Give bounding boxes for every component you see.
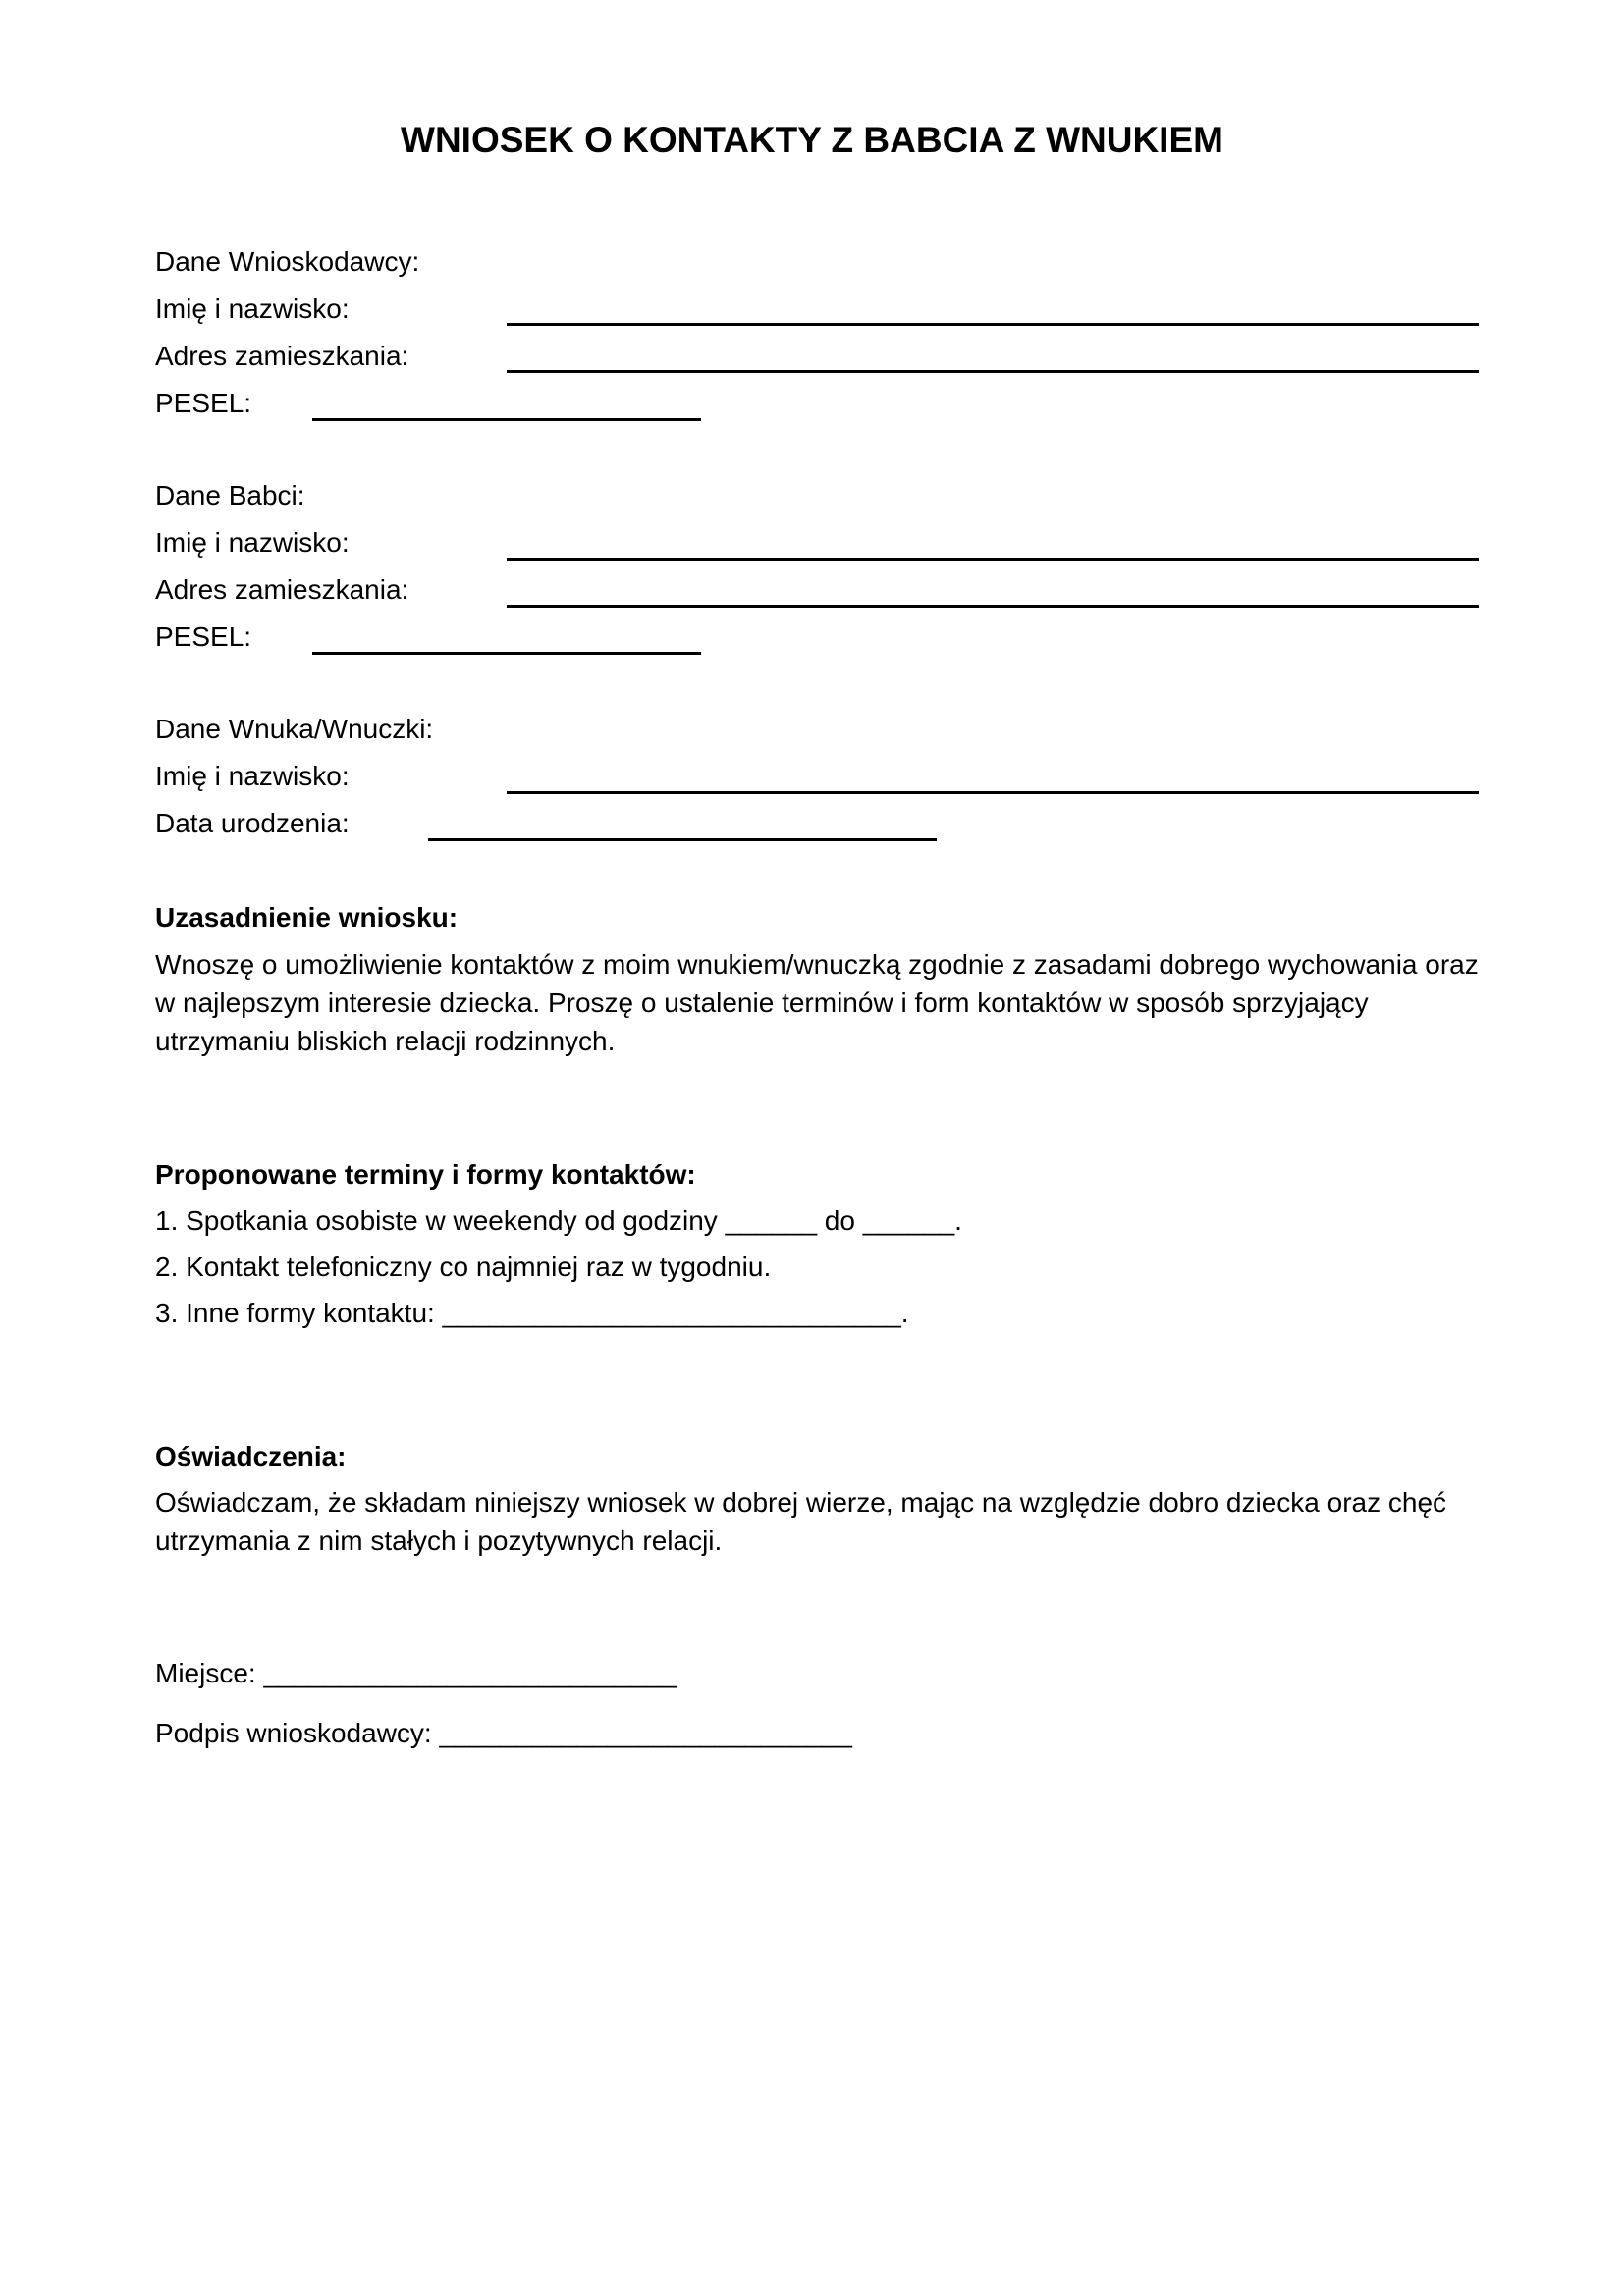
grandchild-name-label: Imię i nazwisko: bbox=[155, 761, 350, 791]
grandmother-name-label: Imię i nazwisko: bbox=[155, 527, 350, 558]
applicant-pesel-field[interactable] bbox=[312, 418, 701, 421]
justification-heading: Uzasadnienie wniosku: bbox=[155, 902, 459, 933]
grandmother-pesel-field[interactable] bbox=[312, 652, 701, 655]
place-field[interactable]: Miejsce: ___________________________ bbox=[155, 1658, 677, 1688]
statements-text bbox=[155, 1483, 1481, 1560]
applicant-address-field[interactable] bbox=[507, 370, 1479, 373]
justification-line: w najlepszym interesie dziecka. Proszę o ustalenie terminów i form kontaktów w sposób sprzyjający bbox=[155, 988, 1369, 1018]
statements-heading: Oświadczenia: bbox=[155, 1441, 347, 1471]
justification-line: utrzymaniu bliskich relacji rodzinnych. bbox=[155, 1026, 616, 1056]
grandchild-heading: Dane Wnuka/Wnuczki: bbox=[155, 714, 434, 744]
proposed-item: 2. Kontakt telefoniczny co najmniej raz w tygodniu. bbox=[155, 1252, 772, 1282]
grandchild-birthdate-field[interactable] bbox=[428, 838, 937, 841]
document-title: WNIOSEK O KONTAKTY Z BABCIA Z WNUKIEM bbox=[401, 120, 1223, 160]
grandmother-address-label: Adres zamieszkania: bbox=[155, 574, 409, 605]
justification-text bbox=[155, 945, 1481, 1060]
proposed-item: 1. Spotkania osobiste w weekendy od godziny ______ do ______. bbox=[155, 1205, 962, 1236]
grandmother-name-field[interactable] bbox=[507, 558, 1479, 561]
applicant-name-label: Imię i nazwisko: bbox=[155, 294, 350, 324]
applicant-address-label: Adres zamieszkania: bbox=[155, 341, 409, 371]
applicant-heading: Dane Wnioskodawcy: bbox=[155, 246, 420, 277]
statements-line: utrzymania z nim stałych i pozytywnych relacji. bbox=[155, 1525, 723, 1556]
statements-line: Oświadczam, że składam niniejszy wniosek w dobrej wierze, mając na względzie dobro dziecka oraz chęć bbox=[155, 1487, 1447, 1518]
signature-field[interactable]: Podpis wnioskodawcy: ___________________________ bbox=[155, 1718, 852, 1748]
grandchild-name-field[interactable] bbox=[507, 791, 1479, 794]
proposed-item: 3. Inne formy kontaktu: ______________________________. bbox=[155, 1298, 909, 1328]
applicant-name-field[interactable] bbox=[507, 323, 1479, 326]
applicant-pesel-label: PESEL: bbox=[155, 388, 252, 418]
justification-line: Wnoszę o umożliwienie kontaktów z moim wnukiem/wnuczką zgodnie z zasadami dobrego wychowania oraz bbox=[155, 949, 1479, 980]
grandchild-birthdate-label: Data urodzenia: bbox=[155, 808, 350, 838]
proposed-heading: Proponowane terminy i formy kontaktów: bbox=[155, 1159, 696, 1190]
grandmother-pesel-label: PESEL: bbox=[155, 621, 252, 652]
grandmother-address-field[interactable] bbox=[507, 605, 1479, 608]
grandmother-heading: Dane Babci: bbox=[155, 480, 305, 510]
